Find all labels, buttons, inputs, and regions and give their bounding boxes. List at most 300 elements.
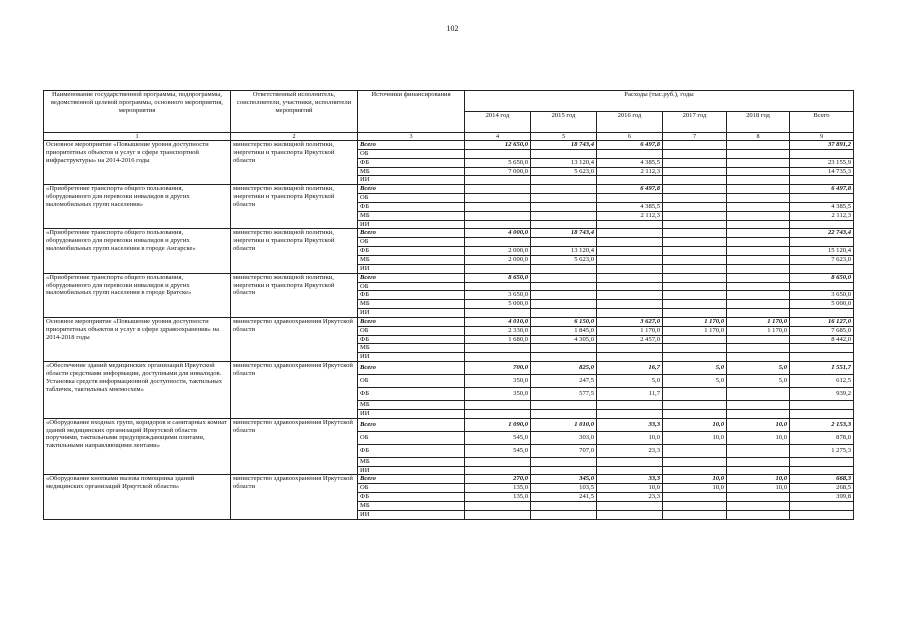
header-name-col: Наименование государственной программы, подпрограммы, ведомственной целевой программы, основного мероприятия, мероприятия: [44, 91, 231, 133]
funding-source: ОБ: [358, 149, 465, 158]
total-value-cell: 23 155,9: [790, 158, 854, 167]
year-value-cell: [663, 141, 727, 150]
year-value-cell: [465, 202, 531, 211]
total-value-cell: [790, 510, 854, 519]
total-value-cell: 7 685,0: [790, 326, 854, 335]
year-value-cell: 4 000,0: [465, 229, 531, 238]
funding-source: МБ: [358, 211, 465, 220]
year-value-cell: [597, 466, 663, 475]
year-value-cell: [663, 291, 727, 300]
funding-source: МБ: [358, 167, 465, 176]
year-value-cell: [727, 264, 790, 273]
year-value-cell: [727, 335, 790, 344]
year-value-cell: 1 680,0: [465, 335, 531, 344]
year-value-cell: [597, 282, 663, 291]
year-value-cell: [597, 273, 663, 282]
year-value-cell: [597, 176, 663, 185]
year-value-cell: [663, 194, 727, 203]
year-value-cell: 4 010,0: [465, 317, 531, 326]
funding-source: ОБ: [358, 282, 465, 291]
column-number: 6: [597, 133, 663, 141]
year-value-cell: [597, 409, 663, 418]
measure-name: «Приобретение транспорта общего пользования, оборудованного для перевозки инвалидов и других маломобильных групп населения»: [44, 185, 231, 229]
year-value-cell: [597, 220, 663, 229]
total-value-cell: [790, 344, 854, 353]
year-value-cell: 1 010,0: [531, 418, 597, 431]
year-value-cell: [727, 466, 790, 475]
header-year: 2017 год: [663, 112, 727, 133]
year-value-cell: [727, 255, 790, 264]
year-value-cell: [663, 158, 727, 167]
year-value-cell: 4 305,0: [531, 335, 597, 344]
total-value-cell: 1 551,7: [790, 362, 854, 375]
year-value-cell: [531, 273, 597, 282]
year-value-cell: [727, 149, 790, 158]
year-value-cell: [597, 457, 663, 466]
year-value-cell: 545,0: [465, 431, 531, 444]
responsible-executor: министерство жилищной политики, энергетики и транспорта Иркутской области: [231, 229, 358, 273]
year-value-cell: [531, 457, 597, 466]
year-value-cell: 2 000,0: [465, 255, 531, 264]
year-value-cell: [663, 493, 727, 502]
year-value-cell: 5 000,0: [465, 300, 531, 309]
year-value-cell: [663, 510, 727, 519]
year-value-cell: [727, 291, 790, 300]
funding-source: ИИ: [358, 176, 465, 185]
year-value-cell: [597, 229, 663, 238]
year-value-cell: [597, 238, 663, 247]
total-value-cell: [790, 149, 854, 158]
year-value-cell: [727, 493, 790, 502]
year-value-cell: [727, 353, 790, 362]
total-value-cell: 22 743,4: [790, 229, 854, 238]
total-value-cell: [790, 502, 854, 511]
year-value-cell: [531, 264, 597, 273]
year-value-cell: 345,0: [531, 475, 597, 484]
year-value-cell: [465, 264, 531, 273]
total-value-cell: 878,0: [790, 431, 854, 444]
total-value-cell: 268,5: [790, 484, 854, 493]
year-value-cell: 5,0: [597, 375, 663, 388]
year-value-cell: [597, 255, 663, 264]
header-year: 2018 год: [727, 112, 790, 133]
year-value-cell: [663, 457, 727, 466]
year-value-cell: [465, 353, 531, 362]
year-value-cell: 10,0: [663, 418, 727, 431]
year-value-cell: [727, 457, 790, 466]
funding-source: МБ: [358, 502, 465, 511]
table-row-total: [44, 418, 854, 431]
year-value-cell: 10,0: [727, 484, 790, 493]
year-value-cell: 1 170,0: [663, 326, 727, 335]
year-value-cell: 5 623,0: [531, 167, 597, 176]
year-value-cell: [465, 176, 531, 185]
year-value-cell: [465, 282, 531, 291]
total-value-cell: 8 650,0: [790, 273, 854, 282]
year-value-cell: [465, 238, 531, 247]
year-value-cell: [727, 202, 790, 211]
year-value-cell: [597, 300, 663, 309]
responsible-executor: министерство жилищной политики, энергетики и транспорта Иркутской области: [231, 273, 358, 317]
header-year: 2014 год: [465, 112, 531, 133]
year-value-cell: 1 170,0: [597, 326, 663, 335]
year-value-cell: 12 650,0: [465, 141, 531, 150]
year-value-cell: 350,0: [465, 375, 531, 388]
year-value-cell: [663, 176, 727, 185]
column-number: 4: [465, 133, 531, 141]
year-value-cell: [663, 167, 727, 176]
page-number: 102: [446, 24, 459, 33]
header-source-col: Источники финансирования: [358, 91, 465, 133]
year-value-cell: [531, 291, 597, 300]
table-row-total: [44, 229, 854, 238]
year-value-cell: 241,5: [531, 493, 597, 502]
year-value-cell: [465, 502, 531, 511]
funding-source: Всего: [358, 362, 465, 375]
year-value-cell: 5,0: [663, 362, 727, 375]
table-row-total: [44, 185, 854, 194]
year-value-cell: [727, 401, 790, 410]
column-number: 8: [727, 133, 790, 141]
table-row-total: [44, 362, 854, 375]
year-value-cell: 2 112,3: [597, 211, 663, 220]
year-value-cell: [727, 502, 790, 511]
year-value-cell: [597, 401, 663, 410]
total-value-cell: [790, 401, 854, 410]
funding-source: ОБ: [358, 326, 465, 335]
year-value-cell: 545,0: [465, 444, 531, 457]
year-value-cell: 10,0: [663, 484, 727, 493]
responsible-executor: министерство жилищной политики, энергетики и транспорта Иркутской области: [231, 185, 358, 229]
table-row-total: [44, 317, 854, 326]
year-value-cell: [663, 300, 727, 309]
year-value-cell: 700,0: [465, 362, 531, 375]
year-value-cell: [663, 211, 727, 220]
year-value-cell: [727, 300, 790, 309]
total-value-cell: [790, 353, 854, 362]
year-value-cell: [531, 238, 597, 247]
total-value-cell: 1 275,3: [790, 444, 854, 457]
year-value-cell: [531, 220, 597, 229]
year-value-cell: [663, 409, 727, 418]
year-value-cell: [531, 409, 597, 418]
funding-source: ФБ: [358, 493, 465, 502]
year-value-cell: [597, 309, 663, 318]
table-row-total: [44, 141, 854, 150]
total-value-cell: 8 442,0: [790, 335, 854, 344]
year-value-cell: 103,5: [531, 484, 597, 493]
year-value-cell: 10,0: [727, 418, 790, 431]
year-value-cell: [597, 502, 663, 511]
year-value-cell: 11,7: [597, 388, 663, 401]
header-year: 2016 год: [597, 112, 663, 133]
year-value-cell: [531, 194, 597, 203]
year-value-cell: [531, 300, 597, 309]
total-value-cell: 3 650,0: [790, 291, 854, 300]
year-value-cell: 2 330,0: [465, 326, 531, 335]
funding-source: ИИ: [358, 220, 465, 229]
year-value-cell: [597, 291, 663, 300]
total-value-cell: 7 623,0: [790, 255, 854, 264]
year-value-cell: [727, 229, 790, 238]
year-value-cell: [531, 466, 597, 475]
year-value-cell: [531, 202, 597, 211]
year-value-cell: [663, 202, 727, 211]
year-value-cell: 4 385,5: [597, 202, 663, 211]
year-value-cell: [597, 510, 663, 519]
year-value-cell: [597, 344, 663, 353]
funding-source: Всего: [358, 475, 465, 484]
column-number: 1: [44, 133, 231, 141]
year-value-cell: 3 627,0: [597, 317, 663, 326]
year-value-cell: [727, 141, 790, 150]
year-value-cell: [727, 238, 790, 247]
year-value-cell: [465, 149, 531, 158]
funding-source: Всего: [358, 317, 465, 326]
year-value-cell: [663, 344, 727, 353]
total-value-cell: [790, 264, 854, 273]
year-value-cell: [727, 176, 790, 185]
funding-source: МБ: [358, 344, 465, 353]
year-value-cell: 6 150,0: [531, 317, 597, 326]
year-value-cell: 1 170,0: [727, 317, 790, 326]
year-value-cell: [727, 220, 790, 229]
year-value-cell: [465, 309, 531, 318]
year-value-cell: [531, 309, 597, 318]
funding-source: ИИ: [358, 264, 465, 273]
year-value-cell: 135,0: [465, 493, 531, 502]
year-value-cell: 5,0: [727, 362, 790, 375]
year-value-cell: [531, 185, 597, 194]
year-value-cell: 10,0: [663, 475, 727, 484]
year-value-cell: [727, 158, 790, 167]
funding-source: ОБ: [358, 431, 465, 444]
year-value-cell: [465, 401, 531, 410]
year-value-cell: [597, 264, 663, 273]
year-value-cell: [465, 220, 531, 229]
funding-source: ФБ: [358, 444, 465, 457]
total-value-cell: [790, 238, 854, 247]
funding-source: ФБ: [358, 247, 465, 256]
year-value-cell: 6 497,8: [597, 185, 663, 194]
year-value-cell: 2 000,0: [465, 247, 531, 256]
total-value-cell: [790, 194, 854, 203]
responsible-executor: министерство жилищной политики, энергетики и транспорта Иркутской области: [231, 141, 358, 185]
year-value-cell: 1 170,0: [727, 326, 790, 335]
year-value-cell: 303,0: [531, 431, 597, 444]
year-value-cell: 6 497,8: [597, 141, 663, 150]
year-value-cell: 825,0: [531, 362, 597, 375]
year-value-cell: [727, 194, 790, 203]
year-value-cell: [663, 255, 727, 264]
funding-source: МБ: [358, 457, 465, 466]
measure-name: «Обеспечение зданий медицинских организаций Иркутской области средствами информации, доступными для инвалидов. Установка средств информационной доступности, тактильных табличек, тактильных мнемосхем»: [44, 362, 231, 419]
total-value-cell: [790, 309, 854, 318]
total-value-cell: 6 497,8: [790, 185, 854, 194]
funding-source: Всего: [358, 273, 465, 282]
year-value-cell: [663, 264, 727, 273]
column-number: 3: [358, 133, 465, 141]
funding-source: ФБ: [358, 291, 465, 300]
funding-source: ОБ: [358, 238, 465, 247]
year-value-cell: [465, 409, 531, 418]
funding-source: ФБ: [358, 335, 465, 344]
year-value-cell: 5 623,0: [531, 255, 597, 264]
funding-source: ОБ: [358, 375, 465, 388]
year-value-cell: [663, 444, 727, 457]
funding-source: Всего: [358, 418, 465, 431]
year-value-cell: [727, 444, 790, 457]
total-value-cell: 939,2: [790, 388, 854, 401]
year-value-cell: 10,0: [663, 431, 727, 444]
funding-source: ОБ: [358, 484, 465, 493]
funding-source: МБ: [358, 401, 465, 410]
year-value-cell: [531, 502, 597, 511]
measure-name: «Оборудование входных групп, коридоров и санитарных комнат зданий медицинских организаций Иркутской области поручнями, тактильными предупреждающими плитами, тактильными направляющими лентами»: [44, 418, 231, 475]
total-value-cell: 2 112,3: [790, 211, 854, 220]
year-value-cell: [727, 510, 790, 519]
total-value-cell: 668,3: [790, 475, 854, 484]
year-value-cell: [663, 353, 727, 362]
year-value-cell: 33,3: [597, 475, 663, 484]
total-value-cell: 14 735,3: [790, 167, 854, 176]
responsible-executor: министерство здравоохранения Иркутской области: [231, 475, 358, 519]
year-value-cell: 13 120,4: [531, 247, 597, 256]
total-value-cell: 5 000,0: [790, 300, 854, 309]
funding-source: ФБ: [358, 202, 465, 211]
funding-source: ФБ: [358, 158, 465, 167]
year-value-cell: [465, 466, 531, 475]
header-year: 2015 год: [531, 112, 597, 133]
total-value-cell: 4 385,5: [790, 202, 854, 211]
column-number: 2: [231, 133, 358, 141]
total-value-cell: 37 891,2: [790, 141, 854, 150]
year-value-cell: [727, 409, 790, 418]
year-value-cell: 10,0: [727, 475, 790, 484]
year-value-cell: 350,0: [465, 388, 531, 401]
year-value-cell: [663, 247, 727, 256]
year-value-cell: [663, 388, 727, 401]
header-total: Всего: [790, 112, 854, 133]
year-value-cell: [465, 344, 531, 353]
year-value-cell: [531, 149, 597, 158]
year-value-cell: 23,3: [597, 444, 663, 457]
table-row-total: [44, 273, 854, 282]
responsible-executor: министерство здравоохранения Иркутской области: [231, 418, 358, 475]
total-value-cell: 15 120,4: [790, 247, 854, 256]
year-value-cell: 23,3: [597, 493, 663, 502]
table-body: [44, 141, 854, 520]
measure-name: Основное мероприятие «Повышение уровня доступности приоритетных объектов и услуг в сфере здравоохранения» на 2014-2018 годы: [44, 317, 231, 361]
year-value-cell: [727, 388, 790, 401]
year-value-cell: [531, 211, 597, 220]
year-value-cell: [465, 457, 531, 466]
year-value-cell: 707,0: [531, 444, 597, 457]
measure-name: «Оборудование кнопками вызова помощника зданий медицинских организаций Иркутской области»: [44, 475, 231, 519]
funding-source: Всего: [358, 141, 465, 150]
header-executor-col: Ответственный исполнитель, соисполнители, участники, исполнители мероприятий: [231, 91, 358, 133]
year-value-cell: 247,5: [531, 375, 597, 388]
year-value-cell: [727, 247, 790, 256]
year-value-cell: 13 120,4: [531, 158, 597, 167]
funding-source: ИИ: [358, 409, 465, 418]
table-row-total: [44, 475, 854, 484]
year-value-cell: [727, 309, 790, 318]
year-value-cell: 18 743,4: [531, 229, 597, 238]
year-value-cell: [727, 282, 790, 291]
year-value-cell: 1 170,0: [663, 317, 727, 326]
year-value-cell: [531, 344, 597, 353]
funding-source: МБ: [358, 300, 465, 309]
year-value-cell: [465, 211, 531, 220]
year-value-cell: 270,0: [465, 475, 531, 484]
year-value-cell: [727, 211, 790, 220]
total-value-cell: 612,5: [790, 375, 854, 388]
financing-table: [43, 90, 854, 520]
year-value-cell: [597, 247, 663, 256]
year-value-cell: 3 650,0: [465, 291, 531, 300]
responsible-executor: министерство здравоохранения Иркутской области: [231, 362, 358, 419]
total-value-cell: [790, 176, 854, 185]
column-number: 7: [663, 133, 727, 141]
year-value-cell: [727, 273, 790, 282]
year-value-cell: [465, 510, 531, 519]
funding-source: ОБ: [358, 194, 465, 203]
year-value-cell: [597, 149, 663, 158]
responsible-executor: министерство здравоохранения Иркутской области: [231, 317, 358, 361]
year-value-cell: [663, 220, 727, 229]
funding-source: Всего: [358, 229, 465, 238]
header-expenses-group: Расходы (тыс.руб.), годы: [465, 91, 854, 112]
year-value-cell: 10,0: [727, 431, 790, 444]
funding-source: МБ: [358, 255, 465, 264]
year-value-cell: [531, 176, 597, 185]
year-value-cell: [663, 229, 727, 238]
total-value-cell: [790, 282, 854, 291]
year-value-cell: [531, 401, 597, 410]
year-value-cell: 33,3: [597, 418, 663, 431]
year-value-cell: 1 845,0: [531, 326, 597, 335]
year-value-cell: 5,0: [663, 375, 727, 388]
funding-source: ФБ: [358, 388, 465, 401]
funding-source: ИИ: [358, 510, 465, 519]
year-value-cell: 1 090,0: [465, 418, 531, 431]
year-value-cell: [663, 502, 727, 511]
measure-name: «Приобретение транспорта общего пользования, оборудованного для перевозки инвалидов и других маломобильных групп населения в городе Братске»: [44, 273, 231, 317]
funding-source: ИИ: [358, 309, 465, 318]
year-value-cell: [663, 309, 727, 318]
year-value-cell: [727, 167, 790, 176]
funding-source: ИИ: [358, 353, 465, 362]
year-value-cell: [663, 282, 727, 291]
year-value-cell: [727, 344, 790, 353]
measure-name: Основное мероприятие «Повышение уровня доступности приоритетных объектов и услуг в сфере транспортной инфраструктуры» на 2014-2016 годы: [44, 141, 231, 185]
column-number: 9: [790, 133, 854, 141]
year-value-cell: [465, 185, 531, 194]
year-value-cell: [663, 273, 727, 282]
year-value-cell: 2 112,3: [597, 167, 663, 176]
column-number: 5: [531, 133, 597, 141]
total-value-cell: 2 153,3: [790, 418, 854, 431]
funding-source: ИИ: [358, 466, 465, 475]
year-value-cell: [597, 194, 663, 203]
year-value-cell: [531, 353, 597, 362]
year-value-cell: 7 000,0: [465, 167, 531, 176]
year-value-cell: [663, 185, 727, 194]
year-value-cell: 8 650,0: [465, 273, 531, 282]
year-value-cell: 577,5: [531, 388, 597, 401]
total-value-cell: [790, 466, 854, 475]
